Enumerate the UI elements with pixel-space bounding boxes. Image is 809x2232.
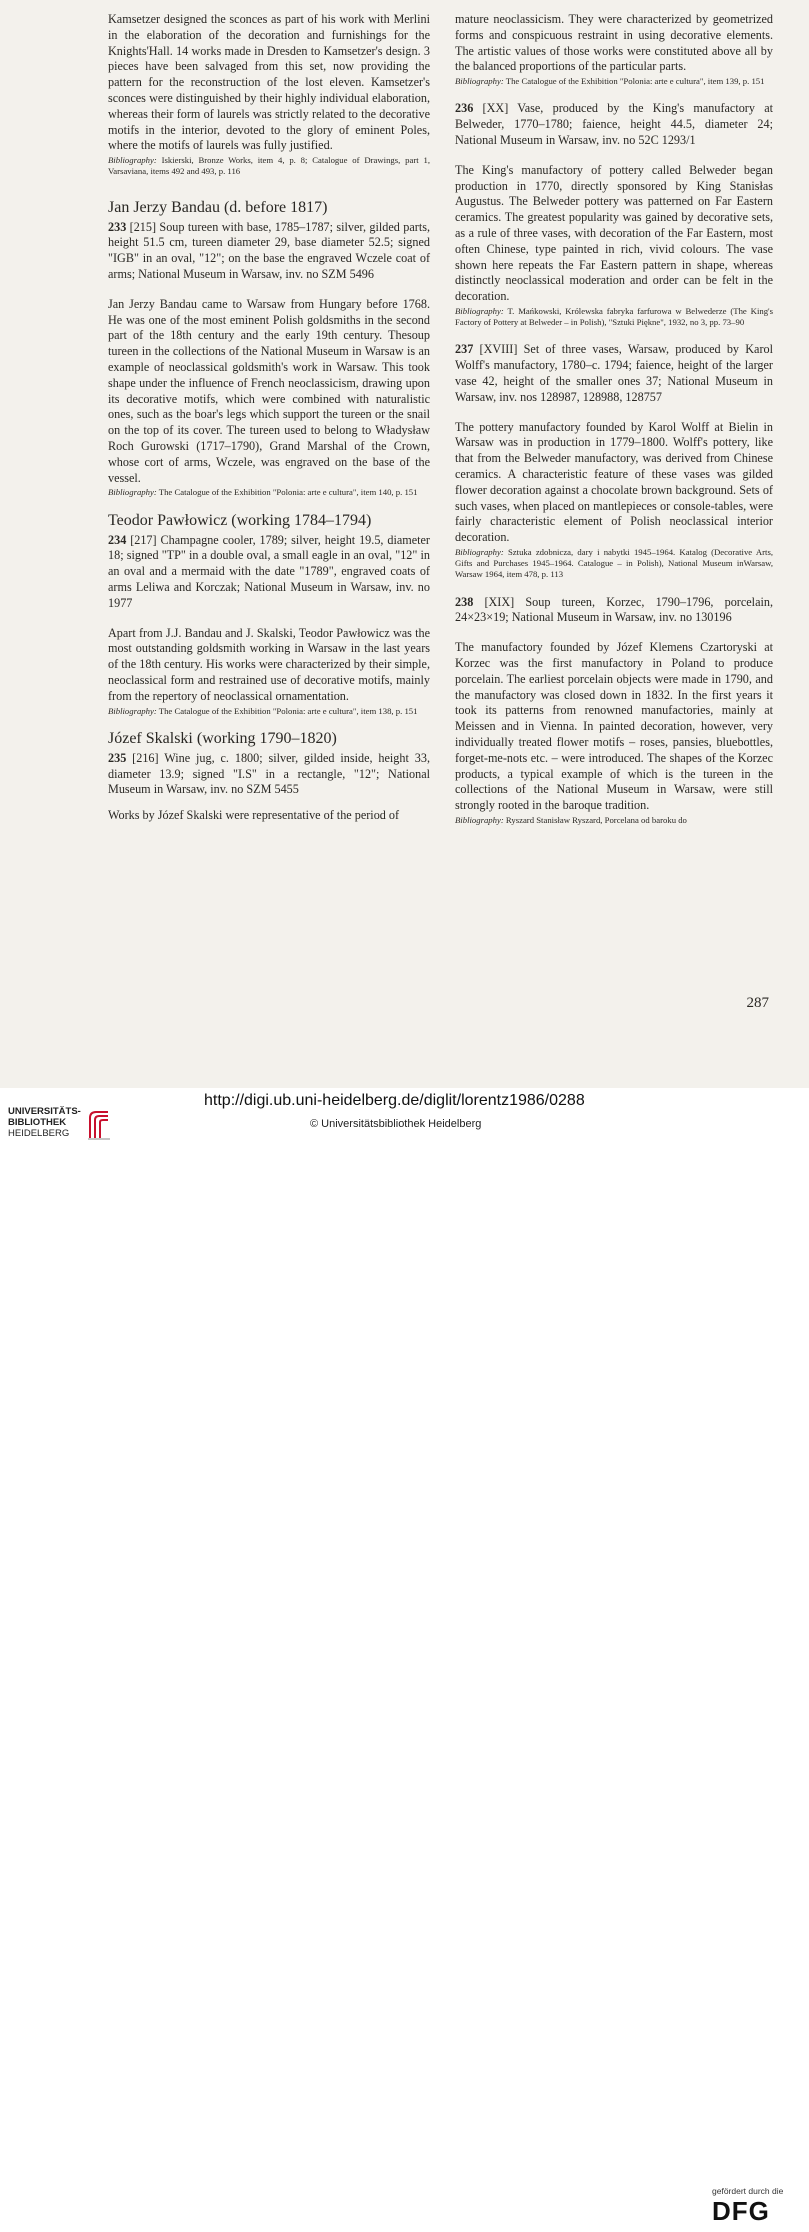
continuation-paragraph: mature neoclassicism. They were characterized by geometrized forms and conspicuous restraint in using decorative elements. The artistic values of those works were constituted above all by the balanced proportions of the particular parts. (455, 12, 773, 74)
library-logo[interactable] (8, 1098, 112, 1142)
entry-number: 236 (455, 101, 474, 116)
dfg-logo-mark: DFG (712, 2196, 770, 2226)
bibliography-text: Iskierski, Bronze Works, item 4, p. 8; Catalogue of Drawings, part 1, Varsaviana, items 492 and 493, p. 116 (108, 155, 430, 177)
library-emblem-icon (86, 1108, 112, 1142)
entry-text: [217] Champagne cooler, 1789; silver, height 19.5, diameter 18; signed "TP" in a double oval, a small eagle in an oval, "12" in an oval and a mermaid with the date "1789", engraved coats of arms Leliwa and Korczak; National Museum in Warsaw, inv. no 1977 (108, 532, 430, 610)
page-number: 287 (746, 995, 769, 1011)
bibliography (455, 306, 773, 328)
section-heading-bandau: Jan Jerzy Bandau (d. before 1817) (108, 198, 328, 216)
catalogue-entry-235 (108, 751, 430, 798)
entry-text: [216] Wine jug, c. 1800; silver, gilded inside, height 33, diameter 13.9; signed "I.S" in a rectangle, "12"; National Museum in Warsaw, inv. no SZM 5455 (108, 750, 431, 797)
bibliography-text: The Catalogue of the Exhibition "Polonia: arte e cultura", item 138, p. 151 (158, 705, 418, 716)
left-column (108, 12, 430, 824)
spacer (455, 328, 773, 342)
intro-paragraph: Kamsetzer designed the sconces as part of his work with Merlini in the elaboration of the decoration and furnishings for the Knights'Hall. 14 works made in Dresden to Kamsetzer's design. 3 pieces have been salvaged from this set, now providing the pattern for the reconstruction of the lost eleven. Kamsetzer's sconces were distinguished by their highly individual elaboration, whereas their form of laurels was strictly related to the decorative motifs in the interior, devoted to the glory of eminent Poles, where the motifs of laurels was fully justified. (108, 12, 430, 153)
bibliography (108, 706, 430, 717)
spacer (455, 149, 773, 163)
bibliography (108, 155, 430, 177)
entry-number: 237 (455, 342, 474, 357)
library-line-2: BIBLIOTHEK (8, 1117, 67, 1128)
bibliography-label: Bibliography: (455, 305, 504, 316)
bibliography-text: Sztuka zdobnicza, dary i nabytki 1945–1964. Katalog (Decorative Arts, Gifts and Purchases 1945–1964. Catalogue – in Polish), National Museum inWarsaw, Warsaw 1964, item 478, p. 113 (455, 546, 774, 580)
spacer (108, 283, 430, 297)
bibliography (455, 76, 773, 87)
entry-number: 234 (108, 532, 127, 547)
copyright-notice: © Universitätsbibliothek Heidelberg (310, 1118, 482, 1130)
spacer (455, 626, 773, 640)
entry-text: [215] Soup tureen with base, 1785–1787; silver, gilded parts, height 51.5 cm, tureen diameter 29, base diameter 52.5; signed "IGB" in an oval, "12"; on the base the engraved Wczele coat of arms; National Museum in Warsaw, inv. no SZM 5496 (108, 219, 430, 281)
entry-number: 238 (455, 594, 474, 609)
bibliography (455, 815, 773, 826)
section-heading-skalski: Józef Skalski (working 1790–1820) (108, 729, 337, 747)
spacer (455, 581, 773, 595)
paragraph-235: Works by Józef Skalski were representative of the period of (108, 808, 400, 823)
bibliography-label: Bibliography: (455, 546, 504, 557)
document-page (0, 0, 809, 1088)
paragraph-237: The pottery manufactory founded by Karol Wolff at Bielin in Warsaw was in production in 1779–1800. Wolff's pottery, like that from the Belweder manufactory, was derived from Chinese ceramics. A characteristic feature of these vases was gilded flower decoration against a chocolate brown background. Sets of such vases, when placed on mantlepieces or console-tables, were fairly characteristic element of Polish neoclassical interior decoration. (455, 419, 773, 545)
paragraph-238: The manufactory founded by Józef Klemens Czartoryski at Korzec was the first manufactory in Poland to produce porcelain. The earliest porcelain objects were made in 1790, and the manufactory was closed down in 1832. In the first years it took its patterns from renowned manufactories, mainly at Meissen and in Vienna. In painted decoration, however, very individually treated flower motifs – roses, pansies, bluebottles, forget-me-nots etc. – were introduced. The shapes of the Korzec products, a typical example of which is the tureen in the collections of the National Museum in Warsaw, were still strongly rooted in the baroque tradition. (455, 640, 773, 813)
entry-text: [XVIII] Set of three vases, Warsaw, produced by Karol Wolff's manufactory, 1780–c. 1794; faience, height of the larger vase 42, height of the smaller ones 37; National Museum in Warsaw, inv. nos 128987, 128988, 128757 (455, 342, 773, 404)
catalogue-entry-233 (108, 220, 430, 283)
bibliography (108, 487, 430, 498)
bibliography-label: Bibliography: (108, 487, 157, 498)
bibliography-text: Ryszard Stanisław Ryszard, Porcelana od baroku do (505, 814, 687, 825)
entry-text: [XX] Vase, produced by the King's manufactory at Belweder, 1770–1780; faience, height 44.5, diameter 24; National Museum in Warsaw, inv. no 52C 1293/1 (455, 101, 773, 147)
library-line-3: HEIDELBERG (8, 1128, 70, 1139)
bibliography-label: Bibliography: (108, 155, 157, 166)
spacer (108, 612, 430, 626)
entry-number: 233 (108, 219, 127, 234)
bibliography-label: Bibliography: (108, 705, 157, 716)
entry-number: 235 (108, 750, 127, 765)
bibliography-label: Bibliography: (455, 814, 504, 825)
catalogue-entry-234 (108, 533, 430, 612)
spacer (455, 87, 773, 101)
bibliography-text: The Catalogue of the Exhibition "Polonia: arte e cultura", item 140, p. 151 (158, 487, 418, 498)
library-line-1: UNIVERSITÄTS- (8, 1106, 81, 1117)
bibliography-text: The Catalogue of the Exhibition "Polonia: arte e cultura", item 139, p. 151 (505, 76, 765, 87)
entry-text: [XIX] Soup tureen, Korzec, 1790–1796, porcelain, 24×23×19; National Museum in Warsaw, inv. no 130196 (455, 594, 774, 625)
spacer (455, 406, 773, 420)
bibliography-label: Bibliography: (455, 76, 504, 87)
bibliography (455, 547, 773, 581)
paragraph-233: Jan Jerzy Bandau came to Warsaw from Hungary before 1768. He was one of the most eminent Polish goldsmiths in the second part of the 18th century and the early 19th century. Thesoup tureen in the collections of the National Museum in Warsaw is an example of neoclassical goldsmith's work in Warsaw. This took shape under the influence of French neoclassicism, drawing upon its decorative motifs, which were combined with naturalistic ones, such as the boar's legs which support the tureen or the snail on the top of its cover. The tureen used to belong to Władysław Roch Gurowski (1717–1790), Grand Marshal of the Crown, whose cort of arms, Wczele, was engraved on the base of the vessel. (108, 296, 430, 485)
catalogue-entry-237 (455, 342, 773, 405)
funder-label: gefördert durch die (712, 2186, 784, 2196)
section-heading-pawlowicz: Teodor Pawłowicz (working 1784–1794) (108, 511, 372, 529)
dfg-logo[interactable] (712, 2186, 800, 2232)
paragraph-236: The King's manufactory of pottery called Belweder began production in 1770, directly sponsored by King Stanisłas Augustus. The Belweder pottery was patterned on Far Eastern ceramics. The greatest popularity was gained by decorative sets, as a rule of three vases, with decoration of the Far Eastern, most often Chinese, type painted in rich, vivid colours. The vase shown here repeats the Far Eastern pattern in shape, whereas distinctly neoclassical moderation and order can be felt in the decoration. (455, 162, 773, 304)
right-column (455, 12, 773, 826)
catalogue-entry-238 (455, 595, 773, 627)
library-name (8, 1106, 81, 1139)
catalogue-entry-236 (455, 101, 773, 148)
source-url-link[interactable]: http://digi.ub.uni-heidelberg.de/diglit/lorentz1986/0288 (204, 1092, 585, 1109)
paragraph-234: Apart from J.J. Bandau and J. Skalski, Teodor Pawłowicz was the most outstanding goldsmith working in Warsaw in the last years of the 18th century. His works were characterized by their simple, neoclassical form and restrained use of decorative motifs, mainly from the repertory of neoclassical ornamentation. (108, 625, 430, 703)
bibliography-text: T. Mańkowski, Królewska fabryka farfurowa w Belwederze (The King's Factory of Pottery at Belweder – in Polish), "Sztuki Piękne", 1932, no 3, pp. 73–90 (455, 305, 773, 328)
spacer (108, 798, 430, 808)
